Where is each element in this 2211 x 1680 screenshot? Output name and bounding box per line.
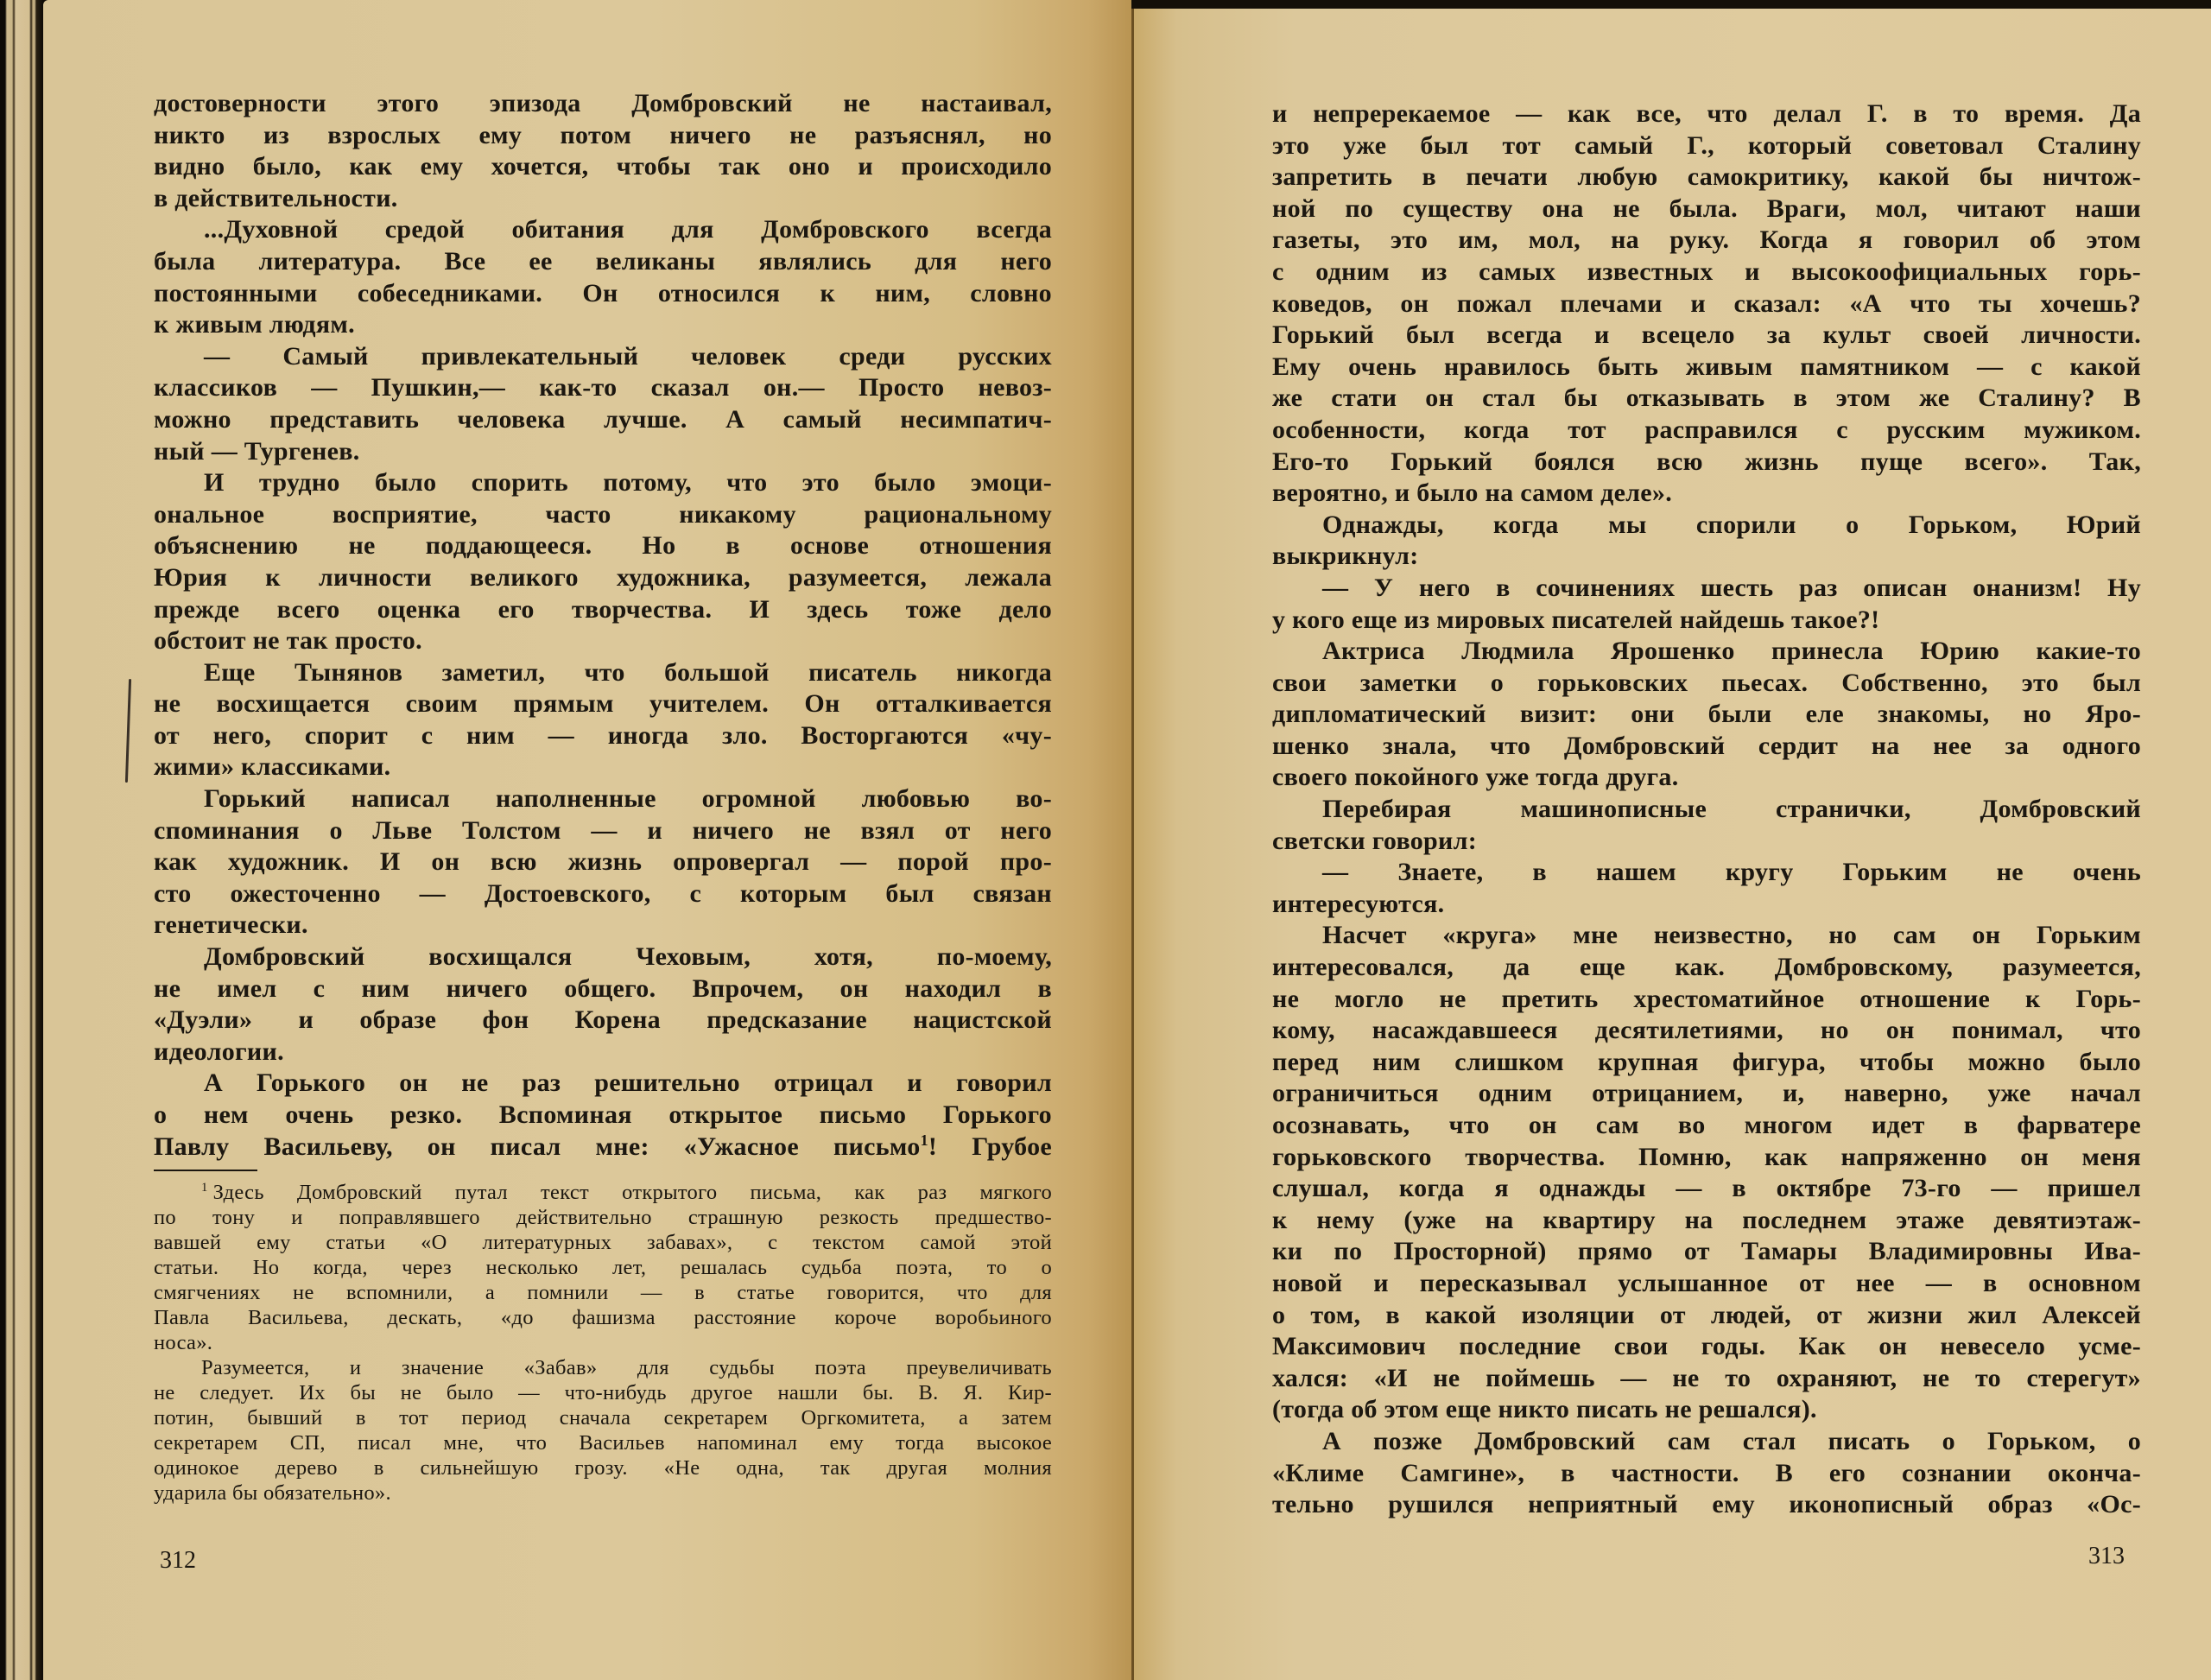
text-line	[154, 720, 1052, 752]
text-line	[154, 846, 1052, 878]
text-line-content: ограничиться одним отрицанием, и, наверно, уже начал	[1272, 1079, 2141, 1108]
text-line-content: Насчет «круга» мне неизвестно, но сам он Горьким	[1322, 921, 2141, 950]
text-line-content: объяснению не поддающееся. Но в основе отношения	[154, 531, 1052, 561]
text-line-content: шенко знала, что Домбровский сердит на нее за одного	[1272, 731, 2141, 760]
text-line-content: Его-то Горький боялся всю жизнь пуще всего». Так,	[1272, 447, 2141, 476]
text-line-content: достоверности этого эпизода Домбровский не настаивал,	[154, 89, 1052, 117]
text-line-content: от него, спорит с ним — иногда зло. Восторгаются «чу-	[154, 720, 1052, 750]
text-line-content: ный — Тургенев.	[154, 436, 360, 466]
text-line	[1272, 1300, 2141, 1332]
text-line	[1272, 1331, 2141, 1363]
text-line	[154, 372, 1052, 404]
text-line	[1272, 952, 2141, 984]
text-line-content: Разумеется, и значение «Забав» для судьбы поэта преувеличивать	[201, 1356, 1052, 1380]
text-line-content: интересовался, да еще как. Домбровскому, разумеется,	[1272, 953, 2141, 982]
text-line	[1272, 320, 2141, 352]
text-line-content: статьи. Но когда, через несколько лет, решалась судьба поэта, то о	[154, 1256, 1052, 1280]
text-line	[1272, 162, 2141, 193]
page-number-right: 313	[2088, 1543, 2125, 1569]
text-line	[154, 1430, 1052, 1455]
text-line-content: — Самый привлекательный человек среди русских	[204, 341, 1052, 371]
text-line-content: горьковского творчества. Помню, как напряженно он меня	[1272, 1142, 2141, 1171]
text-line-content: ональное восприятие, часто никакому рациональному	[154, 499, 1052, 529]
text-line-content: интересуются.	[1272, 889, 1445, 918]
text-line	[154, 1230, 1052, 1255]
text-line	[154, 1100, 1052, 1132]
left-page	[43, 0, 1131, 1680]
right-page	[1134, 0, 2211, 1680]
text-line	[154, 530, 1052, 562]
text-line-content: не восхищается своим прямым учителем. Он отталкивается	[154, 689, 1052, 719]
text-line	[154, 1355, 1052, 1380]
text-line	[154, 404, 1052, 436]
text-line	[1272, 920, 2141, 952]
page-number-left: 312	[160, 1547, 196, 1574]
text-line	[154, 594, 1052, 626]
text-line-content: вероятно, и было на самом деле».	[1272, 479, 1673, 508]
text-line-content: жими» классиками.	[154, 752, 391, 782]
text-line-content: ударила бы обязательно».	[154, 1481, 391, 1506]
text-line-content: Юрия к личности великого художника, разумеется, лежала	[154, 562, 1052, 592]
text-line	[154, 941, 1052, 973]
text-line-content: у кого еще из мировых писателей найдешь такое?!	[1272, 605, 1880, 634]
text-line-content: по тону и поправлявшего действительно страшную резкость предшество-	[154, 1206, 1052, 1230]
text-line-content: — У него в сочинениях шесть раз описан онанизм! Ну	[1322, 573, 2141, 602]
text-line-content: Горький написал наполненные огромной любовью во-	[204, 784, 1052, 814]
text-line	[154, 973, 1052, 1005]
text-line-content: новой и пересказывал услышанное от нее — в основном	[1272, 1268, 2141, 1297]
text-line-content: запретить в печати любую самокритику, какой бы ничтож-	[1272, 162, 2141, 192]
text-line	[1272, 98, 2141, 130]
text-line-content: Ему очень нравилось быть живым памятником — с какой	[1272, 352, 2141, 381]
text-line-content: «Климе Самгине», в частности. В его сознании оконча-	[1272, 1458, 2141, 1487]
text-line	[154, 499, 1052, 531]
text-line-content: смягчениях не вспомнили, а помнили — в статье говорится, что для	[154, 1281, 1052, 1305]
text-line-content: это уже был тот самый Г., который советовал Сталину	[1272, 130, 2141, 160]
text-line	[1272, 573, 2141, 605]
text-line	[154, 1455, 1052, 1480]
text-line	[1272, 984, 2141, 1016]
text-line	[1272, 636, 2141, 668]
text-line	[1272, 731, 2141, 763]
text-line-content: о том, в какой изоляции от людей, от жизни жил Алексей	[1272, 1300, 2141, 1329]
text-line-content: свои заметки о горьковских пьесах. Собственно, это был	[1272, 668, 2141, 697]
text-line	[1272, 352, 2141, 384]
text-line-content: не имел с ним ничего общего. Впрочем, он находил в	[154, 973, 1052, 1003]
text-line	[154, 1380, 1052, 1405]
text-line-content: Павлу Васильеву, он писал мне: «Ужасное письмо	[154, 1132, 921, 1161]
text-line-content: И трудно было спорить потому, что это было эмоци-	[204, 468, 1052, 498]
text-line	[154, 467, 1052, 499]
text-line	[1272, 699, 2141, 731]
text-line	[1272, 1426, 2141, 1458]
text-line-content: перед ним слишком крупная фигура, чтобы можно было	[1272, 1047, 2141, 1076]
text-line-content: хался: «И не поймешь — не то охраняют, не то стерегут»	[1272, 1363, 2141, 1392]
text-line	[1272, 826, 2141, 858]
text-line-content: выкрикнул:	[1272, 542, 1419, 571]
footnote-marker: 1	[201, 1181, 208, 1195]
text-line	[154, 1280, 1052, 1305]
text-line	[1272, 1142, 2141, 1174]
text-line-content: не могло не претить хрестоматийное отношение к Горь-	[1272, 984, 2141, 1013]
text-line	[1272, 889, 2141, 921]
text-line-content: «Дуэли» и образе фон Корена предсказание нацистской	[154, 1005, 1052, 1035]
text-line	[1272, 1394, 2141, 1426]
text-line-content: споминания о Льве Толстом — и ничего не взял от него	[154, 815, 1052, 845]
text-line-content: слушал, когда я однажды — в октябре 73-го — пришел	[1272, 1174, 2141, 1203]
text-line-content: вавшей ему статьи «О литературных забавах», с текстом самой этой	[154, 1231, 1052, 1255]
text-line	[154, 1132, 1052, 1163]
text-line	[1272, 605, 2141, 637]
text-line	[154, 88, 1052, 120]
text-line	[154, 1205, 1052, 1230]
text-line-content: своего покойного уже тогда друга.	[1272, 763, 1679, 792]
top-shadow	[1131, 0, 2211, 9]
text-line	[154, 815, 1052, 847]
text-line-content: сто ожесточенно — Достоевского, с которым был связан	[154, 878, 1052, 908]
text-line-content: газеты, это им, мол, на руку. Когда я говорил об этом	[1272, 225, 2141, 255]
text-line	[1272, 383, 2141, 415]
text-line-tail: ! Грубое	[928, 1132, 1053, 1161]
text-line-content: классиков — Пушкин,— как-то сказал он.— Просто невоз-	[154, 373, 1052, 403]
text-line-content: — Знаете, в нашем кругу Горьким не очень	[1322, 858, 2141, 887]
text-line-content: коведов, он пожал плечами и сказал: «А что ты хочешь?	[1272, 288, 2141, 318]
text-line-content: идеологии.	[154, 1037, 284, 1066]
text-line	[1272, 130, 2141, 162]
text-line-content: ки по Просторной) прямо от Тамары Владимировны Ива-	[1272, 1237, 2141, 1266]
text-line-content: секретарем СП, писал мне, что Васильев напоминал ему тогда высокое	[154, 1431, 1052, 1455]
text-line-content: Максимович последние свои годы. Как он невесело усме-	[1272, 1332, 2141, 1361]
text-line	[154, 751, 1052, 783]
pencil-margin-mark	[125, 679, 131, 783]
text-line-content: Горький был всегда и всецело за культ своей личности.	[1272, 320, 2141, 350]
text-line-content: видно было, как ему хочется, чтобы так оно и происходило	[154, 152, 1052, 181]
text-line-content: светски говорил:	[1272, 826, 1478, 855]
text-line-content: была литература. Все ее великаны являлись для него	[154, 246, 1052, 276]
text-line	[154, 1180, 1052, 1205]
text-line-content: особенности, когда тот расправился с русским мужиком.	[1272, 415, 2141, 444]
text-line-content: генетически.	[154, 910, 308, 940]
text-line-content: с одним из самых известных и высокоофициальных горь-	[1272, 257, 2141, 286]
text-line	[1272, 1047, 2141, 1079]
text-line	[154, 910, 1052, 941]
text-line-content: никто из взрослых ему потом ничего не разъяснял, но	[154, 120, 1052, 149]
text-line-content: о нем очень резко. Вспоминая открытое письмо Горького	[154, 1100, 1052, 1129]
text-line	[1272, 1110, 2141, 1142]
text-line-content: Здесь Домбровский путал текст открытого письма, как раз мягкого	[212, 1181, 1052, 1205]
text-line	[154, 214, 1052, 246]
left-page-body	[154, 88, 1052, 1506]
text-line	[1272, 193, 2141, 225]
text-line	[154, 436, 1052, 468]
text-line	[154, 1255, 1052, 1280]
text-line	[1272, 541, 2141, 573]
text-line-content: как художник. И он всю жизнь опровергал — порой про-	[154, 847, 1052, 877]
text-line	[1272, 1078, 2141, 1110]
text-line-content: тельно рушился неприятный ему иконописный образ «Ос-	[1272, 1490, 2141, 1519]
text-line	[1272, 1363, 2141, 1395]
text-line	[1272, 1458, 2141, 1490]
text-line	[154, 1068, 1052, 1100]
text-line	[154, 120, 1052, 152]
text-line-content: же стати он стал бы отказывать в этом же Сталину? В	[1272, 384, 2141, 413]
text-line-content: Однажды, когда мы спорили о Горьком, Юрий	[1322, 510, 2141, 539]
text-line-content: ной по существу она не была. Враги, мол, читают наши	[1272, 193, 2141, 223]
text-line	[1272, 1173, 2141, 1205]
text-line-content: носа».	[154, 1331, 213, 1355]
text-line-content: не следует. Их бы не было — что-нибудь другое нашли бы. В. Я. Кир-	[154, 1381, 1052, 1405]
text-line-content: обстоит не так просто.	[154, 626, 422, 656]
text-line	[154, 657, 1052, 689]
text-line	[1272, 447, 2141, 479]
text-line-content: Актриса Людмила Ярошенко принесла Юрию какие-то	[1322, 637, 2141, 666]
text-line	[1272, 1268, 2141, 1300]
text-line	[1272, 478, 2141, 510]
text-line	[154, 1405, 1052, 1430]
text-line	[154, 309, 1052, 341]
text-line	[154, 783, 1052, 815]
text-line-content: и непререкаемое — как все, что делал Г. в то время. Да	[1272, 99, 2141, 128]
text-line	[1272, 257, 2141, 288]
text-line	[154, 688, 1052, 720]
text-line	[154, 1330, 1052, 1355]
text-line	[1272, 794, 2141, 826]
text-line	[1272, 510, 2141, 542]
text-line-content: А позже Домбровский сам стал писать о Горьком, о	[1322, 1426, 2141, 1455]
text-line-content: прежде всего оценка его творчества. И здесь тоже дело	[154, 594, 1052, 624]
footnote	[154, 1180, 1052, 1506]
text-line	[154, 562, 1052, 594]
footnote-separator	[154, 1170, 257, 1171]
text-line-content: (тогда об этом еще никто писать не решался).	[1272, 1395, 1817, 1424]
text-line	[154, 183, 1052, 215]
text-line	[154, 1037, 1052, 1068]
text-line-content: Домбровский восхищался Чеховым, хотя, по-моему,	[204, 942, 1052, 972]
text-line	[1272, 1015, 2141, 1047]
text-line-content: дипломатический визит: они были еле знакомы, но Яро-	[1272, 700, 2141, 729]
text-line-content: кому, насаждавшееся десятилетиями, но он понимал, что	[1272, 1016, 2141, 1045]
text-line	[154, 1305, 1052, 1330]
text-line-content: потин, бывший в тот период сначала секретарем Оргкомитета, а затем	[154, 1406, 1052, 1430]
text-line	[154, 878, 1052, 910]
text-line	[154, 151, 1052, 183]
text-line-content: постоянными собеседниками. Он относился к ним, словно	[154, 278, 1052, 307]
text-line	[1272, 225, 2141, 257]
text-line	[154, 246, 1052, 278]
text-line	[154, 1480, 1052, 1506]
text-line-content: к живым людям.	[154, 310, 355, 339]
text-line-content: ...Духовной средой обитания для Домбровского всегда	[204, 215, 1052, 244]
text-line	[1272, 1236, 2141, 1268]
text-line-content: осознавать, что он сам во многом идет в фарватере	[1272, 1111, 2141, 1139]
footnote-reference[interactable]: 1	[920, 1131, 928, 1149]
text-line	[154, 278, 1052, 310]
text-line	[1272, 668, 2141, 700]
text-line-content: можно представить человека лучше. А самый несимпатич-	[154, 404, 1052, 434]
text-line	[1272, 857, 2141, 889]
text-line-content: А Горького он не раз решительно отрицал и говорил	[204, 1068, 1052, 1098]
text-line-content: в действительности.	[154, 183, 398, 212]
text-line-content: Перебирая машинописные странички, Домбровский	[1322, 795, 2141, 824]
text-line	[154, 1005, 1052, 1037]
right-page-body	[1272, 98, 2141, 1521]
text-line	[1272, 762, 2141, 794]
text-line	[1272, 1205, 2141, 1237]
text-line-content: одинокое дерево в сильнейшую грозу. «Не одна, так другая молния	[154, 1456, 1052, 1480]
text-line	[1272, 288, 2141, 320]
text-line	[1272, 1489, 2141, 1521]
text-line-content: Павла Васильева, дескать, «до фашизма расстояние короче воробьиного	[154, 1306, 1052, 1330]
text-line-content: к нему (уже на квартиру на последнем этаже девятиэтаж-	[1272, 1205, 2141, 1234]
text-line	[154, 341, 1052, 373]
text-line	[154, 625, 1052, 657]
text-line	[1272, 415, 2141, 447]
text-line-content: Еще Тынянов заметил, что большой писатель никогда	[204, 657, 1052, 687]
